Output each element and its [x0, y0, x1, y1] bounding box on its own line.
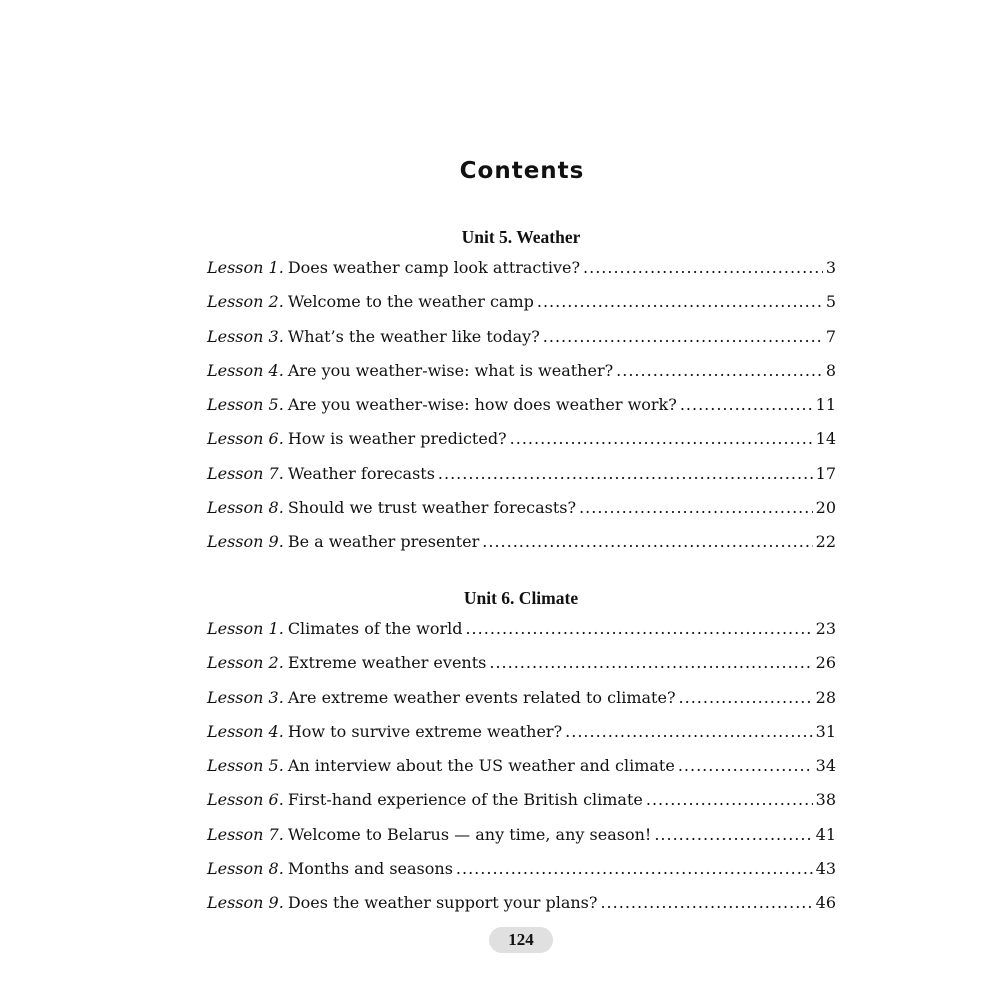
dot-leader	[465, 619, 812, 639]
lesson-title: Welcome to Belarus — any time, any season!	[287, 824, 652, 844]
lesson-label: Lesson 7.	[207, 463, 284, 483]
dot-leader	[583, 258, 823, 278]
dot-leader	[646, 790, 813, 810]
lesson-label: Lesson 2.	[207, 292, 284, 312]
unit-heading: Unit 6. Climate	[463, 588, 579, 608]
dot-leader	[482, 532, 812, 552]
lesson-title: An interview about the US weather and climate	[287, 756, 675, 776]
toc-entry	[207, 498, 836, 532]
lesson-page-number: 3	[825, 258, 836, 277]
lesson-title: Are you weather-wise: how does weather work?	[287, 395, 677, 415]
lesson-page-number: 38	[815, 790, 836, 810]
toc-entry	[207, 653, 836, 687]
dot-leader	[680, 395, 813, 415]
dot-leader	[678, 756, 813, 776]
lesson-page-number: 31	[815, 721, 836, 741]
lesson-label: Lesson 7.	[207, 824, 284, 844]
lesson-title: Welcome to the weather camp	[287, 292, 534, 312]
toc-entry	[207, 756, 836, 790]
lesson-label: Lesson 3.	[207, 326, 284, 346]
lesson-label: Lesson 4.	[207, 360, 284, 380]
toc-entry	[207, 532, 836, 566]
toc-entry	[207, 429, 836, 463]
lesson-label: Lesson 1.	[207, 619, 284, 638]
lesson-page-number: 46	[815, 893, 836, 913]
lesson-page-number: 26	[815, 653, 836, 673]
lesson-page-number: 20	[815, 498, 836, 518]
lesson-page-number: 7	[825, 326, 836, 346]
lesson-label: Lesson 2.	[207, 653, 284, 673]
lesson-title: Extreme weather events	[287, 653, 487, 673]
lesson-label: Lesson 8.	[207, 498, 284, 518]
lesson-page-number: 43	[815, 859, 836, 879]
lesson-page-number: 17	[815, 463, 836, 483]
lesson-title: Be a weather presenter	[287, 532, 480, 552]
dot-leader	[438, 464, 813, 484]
lesson-label: Lesson 6.	[207, 790, 284, 810]
toc-entry	[207, 395, 836, 429]
dot-leader	[600, 893, 812, 913]
toc-entry	[207, 893, 836, 927]
lesson-title: Does the weather support your plans?	[287, 893, 598, 913]
unit-heading: Unit 5. Weather	[461, 227, 581, 247]
dot-leader	[679, 688, 813, 708]
lesson-page-number: 14	[815, 429, 836, 449]
lesson-title: Weather forecasts	[287, 463, 435, 483]
toc-entry	[207, 722, 836, 756]
lesson-label: Lesson 8.	[207, 859, 284, 879]
lesson-page-number: 28	[815, 687, 836, 707]
lesson-page-number: 11	[815, 395, 836, 415]
lesson-label: Lesson 5.	[207, 756, 284, 776]
toc-entry	[207, 361, 836, 395]
lesson-label: Lesson 4.	[207, 721, 284, 741]
toc-entry	[207, 859, 836, 893]
page-number: 124	[489, 927, 553, 953]
dot-leader	[579, 498, 813, 518]
dot-leader	[565, 722, 813, 742]
lesson-title: How to survive extreme weather?	[287, 721, 563, 741]
dot-leader	[543, 327, 823, 347]
lesson-page-number: 41	[815, 824, 836, 844]
lesson-title: Should we trust weather forecasts?	[287, 498, 577, 518]
lesson-label: Lesson 3.	[207, 687, 284, 707]
lesson-page-number: 34	[815, 756, 836, 776]
dot-leader	[654, 825, 812, 845]
lesson-label: Lesson 6.	[207, 429, 284, 449]
lesson-title: Does weather camp look attractive?	[287, 258, 581, 277]
lesson-page-number: 8	[825, 360, 836, 380]
toc-entry	[207, 825, 836, 859]
lesson-title: Are extreme weather events related to climate?	[287, 687, 676, 707]
toc-entry	[207, 292, 836, 326]
page-title: Contents	[459, 158, 585, 184]
lesson-title: Climates of the world	[287, 619, 463, 638]
dot-leader	[537, 292, 823, 312]
lesson-page-number: 22	[815, 532, 836, 552]
dot-leader	[456, 859, 813, 879]
lesson-title: How is weather predicted?	[287, 429, 507, 449]
lesson-title: What’s the weather like today?	[287, 326, 540, 346]
toc-entry	[207, 619, 836, 653]
toc-entry	[207, 258, 836, 292]
lesson-title: Are you weather-wise: what is weather?	[287, 360, 614, 380]
dot-leader	[616, 361, 823, 381]
lesson-page-number: 5	[825, 292, 836, 312]
lesson-title: Months and seasons	[287, 859, 453, 879]
toc-entry	[207, 464, 836, 498]
lesson-title: First-hand experience of the British climate	[287, 790, 643, 810]
lesson-label: Lesson 9.	[207, 532, 284, 552]
dot-leader	[489, 653, 812, 673]
dot-leader	[510, 429, 813, 449]
toc-entry	[207, 790, 836, 824]
lesson-label: Lesson 1.	[207, 258, 284, 277]
toc-entry	[207, 688, 836, 722]
toc-entry	[207, 327, 836, 361]
lesson-page-number: 23	[815, 619, 836, 638]
unit-5-lesson-list	[207, 258, 836, 567]
lesson-label: Lesson 5.	[207, 395, 284, 415]
lesson-label: Lesson 9.	[207, 893, 284, 913]
unit-6-lesson-list	[207, 619, 836, 928]
